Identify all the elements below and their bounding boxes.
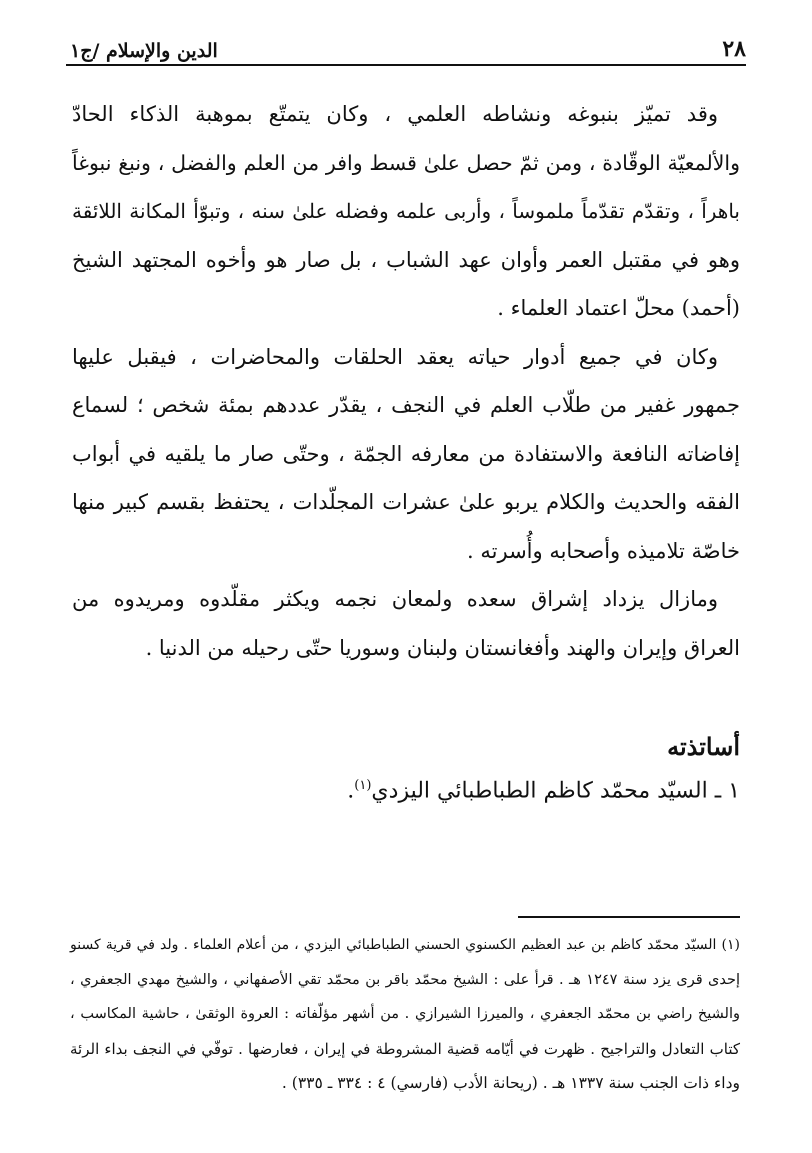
footnote-line: كتاب التعادل والتراجيح . ظهرت في أيّامه قضية المشروطة في إيران ، فعارضها . توفّي في النجف بداء الرئة	[70, 1039, 740, 1058]
footnote-line: إحدى قرى يزد سنة ١٢٤٧ هـ . قرأ على : الشيخ محمّد باقر بن محمّد تقي الأصفهاني ، والشيخ مهدي الجعفري ،	[70, 971, 741, 988]
footnote-rule	[518, 916, 740, 918]
text-line: العراق وإيران والهند وأفغانستان ولبنان وسوريا حتّى رحيله من الدنيا .	[145, 635, 740, 660]
text-line: وهو في مقتبل العمر وأوان عهد الشباب ، بل صار هو وأخوه المجتهد الشيخ	[72, 247, 740, 272]
text-line: الفقه والحديث والكلام يربو علىٰ عشرات المجلّدات ، يحتفظ بقسم كبير منها	[72, 490, 740, 514]
header-rule	[66, 64, 746, 66]
text-line: باهراً ، وتقدّم تقدّماً ملموساً ، وأربى علمه وفضله علىٰ سنه ، وتبوّأ المكانة اللائقة	[72, 199, 740, 223]
text-line: وكان في جميع أدوار حياته يعقد الحلقات والمحاضرات ، فيقبل عليها	[72, 344, 718, 369]
footnote-line: والشيخ راضي بن محمّد الجعفري ، والميرزا الشيرازي . من أشهر مؤلّفاته : العروة الوثقىٰ ، حاشية المكاسب ،	[70, 1006, 740, 1022]
page-number: ٢٨	[722, 36, 746, 62]
footnotes	[70, 928, 740, 1101]
text-line: وقد تميّز بنبوغه ونشاطه العلمي ، وكان يتمتّع بموهبة الذكاء الحادّ	[72, 102, 718, 126]
text-line: جمهور غفير من طلّاب العلم في النجف ، يقدّر عددهم بمئة شخص ؛ لسماع	[72, 393, 740, 417]
teacher-list-item	[347, 778, 740, 803]
text-line: إفاضاته النافعة والاستفادة من معارفه الجمّة ، وحتّى صار ما يلقيه في أبواب	[72, 441, 740, 466]
paragraph-2	[72, 333, 740, 576]
item-end: .	[347, 778, 355, 804]
text-line: (أحمد) محلّ اعتماد العلماء .	[497, 296, 740, 320]
paragraph-3	[72, 575, 740, 672]
paragraph-1	[72, 90, 740, 333]
running-title: الدين والإسلام /ج١	[70, 40, 218, 62]
footnote-ref[interactable]: (١)	[354, 778, 372, 793]
footnote-1	[70, 928, 740, 1101]
teacher-name: ١ ـ السيّد محمّد كاظم الطباطبائي اليزدي	[371, 778, 740, 804]
text-line: خاصّة تلاميذه وأصحابه وأُسرته .	[467, 538, 740, 563]
body-text	[72, 90, 740, 672]
running-header	[70, 28, 746, 62]
footnote-line: (١) السيّد محمّد كاظم بن عبد العظيم الكسنوي الحسني الطباطبائي اليزدي ، من أعلام العلماء . ولد في قرية كسنو	[70, 937, 740, 953]
text-line: ومازال يزداد إشراق سعده ولمعان نجمه ويكثر مقلّدوه ومريدوه من	[72, 587, 718, 611]
section-heading: أساتذته	[667, 732, 740, 761]
text-line: والألمعيّة الوقّادة ، ومن ثمّ حصل علىٰ قسط وافر من العلم والفضل ، ونبغ نبوغاً	[72, 150, 740, 175]
footnote-line: وداء ذات الجنب سنة ١٣٣٧ هـ . (ريحانة الأدب (فارسي) ٤ : ٣٣٤ ـ ٣٣٥) .	[281, 1074, 740, 1092]
